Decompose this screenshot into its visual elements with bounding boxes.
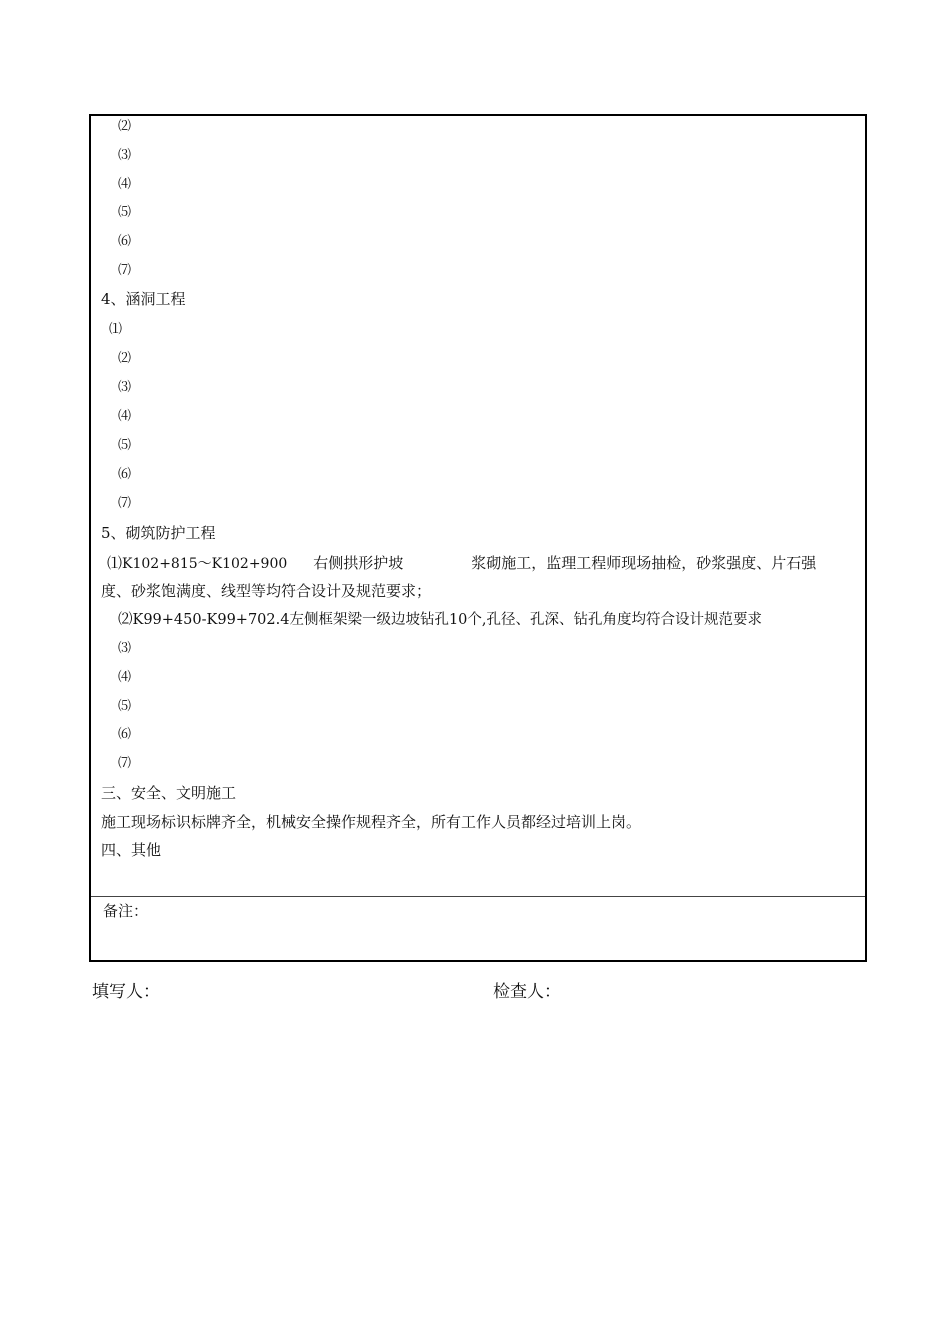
masonry-item-1-line2: 度、砂浆饱满度、线型等均符合设计及规范要求； [101,582,432,600]
checker-label: 检查人： [493,982,561,1002]
masonry-item-1-text: 浆砌施工，监理工程师现场抽检，砂浆强度、片石强 [471,554,817,572]
section2-item-4: ⑷ [118,177,132,192]
masonry-item-1-structure: 右侧拱形护坡 [313,554,404,572]
remarks-label: 备注： [103,902,149,920]
culvert-item-2: ⑵ [118,351,132,366]
masonry-item-1-line1 [107,553,816,574]
masonry-item-2: ⑵K99+450-K99+702.4左侧框架梁一级边坡钻孔10个,孔径、孔深、钻孔角度均符合设计规范要求 [118,612,763,628]
remarks-cell [91,897,865,960]
other-heading: 四、其他 [101,841,162,859]
filler-label: 填写人： [92,982,160,1002]
section2-item-7: ⑺ [118,263,132,278]
culvert-item-5: ⑸ [118,438,132,453]
masonry-item-1-marker: ⑴ [107,554,123,572]
section2-item-2: ⑵ [118,119,132,134]
section2-item-5: ⑸ [118,205,132,220]
culvert-item-4: ⑷ [118,409,132,424]
masonry-item-7: ⑺ [118,756,132,771]
safety-text: 施工现场标识标牌齐全，机械安全操作规程齐全，所有工作人员都经过培训上岗。 [101,813,642,831]
masonry-item-5: ⑸ [118,699,132,714]
inspection-form-table [89,114,867,962]
masonry-heading: 5、砌筑防护工程 [101,524,216,542]
section2-item-3: ⑶ [118,148,132,163]
masonry-item-6: ⑹ [118,727,132,742]
culvert-heading: 4、涵洞工程 [101,290,186,308]
masonry-item-1-location: K102+815～K102+900 [122,556,288,572]
section2-item-6: ⑹ [118,234,132,249]
masonry-item-3: ⑶ [118,641,132,656]
culvert-item-1: ⑴ [109,322,123,337]
culvert-item-7: ⑺ [118,496,132,511]
inspection-content-cell [91,116,865,897]
masonry-item-4: ⑷ [118,670,132,685]
culvert-item-6: ⑹ [118,467,132,482]
safety-heading: 三、安全、文明施工 [101,784,237,802]
culvert-item-3: ⑶ [118,380,132,395]
